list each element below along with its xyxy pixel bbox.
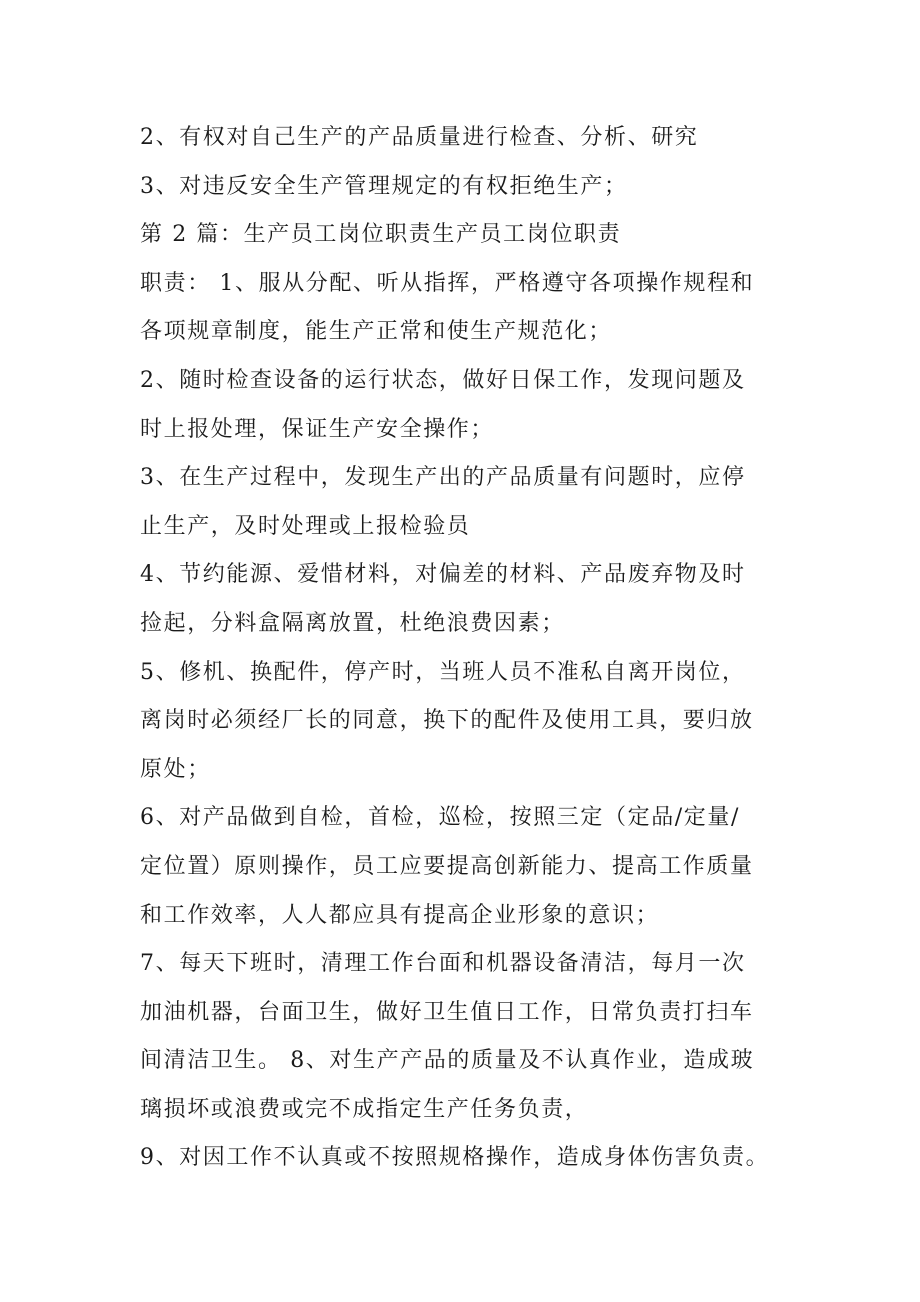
text-line: 时上报处理，保证生产安全操作； — [140, 416, 495, 442]
text-line: 原处； — [140, 756, 211, 782]
text-line: 加油机器，台面卫生，做好卫生值日工作，日常负责打扫车 — [140, 999, 754, 1025]
text-line: 6、对产品做到自检，首检，巡检，按照三定（定品/定量/ — [140, 805, 741, 831]
text-line: 3、对违反安全生产管理规定的有权拒绝生产； — [140, 173, 628, 199]
text-line: 各项规章制度，能生产正常和使生产规范化； — [140, 319, 613, 345]
text-line: 职责： 1、服从分配、听从指挥，严格遵守各项操作规程和 — [140, 270, 755, 296]
text-line: 5、修机、换配件，停产时，当班人员不准私自离开岗位， — [140, 659, 746, 685]
text-line: 间清洁卫生。 8、对生产产品的质量及不认真作业，造成玻 — [140, 1048, 755, 1074]
text-line: 2、有权对自己生产的产品质量进行检查、分析、研究 — [140, 125, 699, 150]
text-line: 璃损坏或浪费或完不成指定生产任务负责， — [140, 1096, 589, 1122]
text-line: 4、节约能源、爱惜材料，对偏差的材料、产品废弃物及时 — [140, 562, 746, 588]
text-line: 2、随时检查设备的运行状态，做好日保工作，发现问题及 — [140, 367, 746, 393]
text-line: 定位置）原则操作，员工应要提高创新能力、提高工作质量 — [140, 853, 754, 879]
text-line: 3、在生产过程中，发现生产出的产品质量有问题时，应停 — [140, 465, 746, 491]
section-heading: 第 2 篇：生产员工岗位职责生产员工岗位职责 — [140, 222, 622, 248]
text-line: 离岗时必须经厂长的同意，换下的配件及使用工具，要归放 — [140, 708, 754, 734]
document-body — [140, 114, 812, 1183]
text-line: 止生产，及时处理或上报检验员 — [140, 513, 471, 539]
text-line: 9、对因工作不认真或不按照规格操作，造成身体伤害负责。 — [140, 1145, 770, 1171]
text-line: 7、每天下班时，清理工作台面和机器设备清洁，每月一次 — [140, 951, 746, 977]
text-line: 和工作效率，人人都应具有提高企业形象的意识； — [140, 902, 660, 928]
text-line: 捡起，分料盒隔离放置，杜绝浪费因素； — [140, 610, 565, 636]
